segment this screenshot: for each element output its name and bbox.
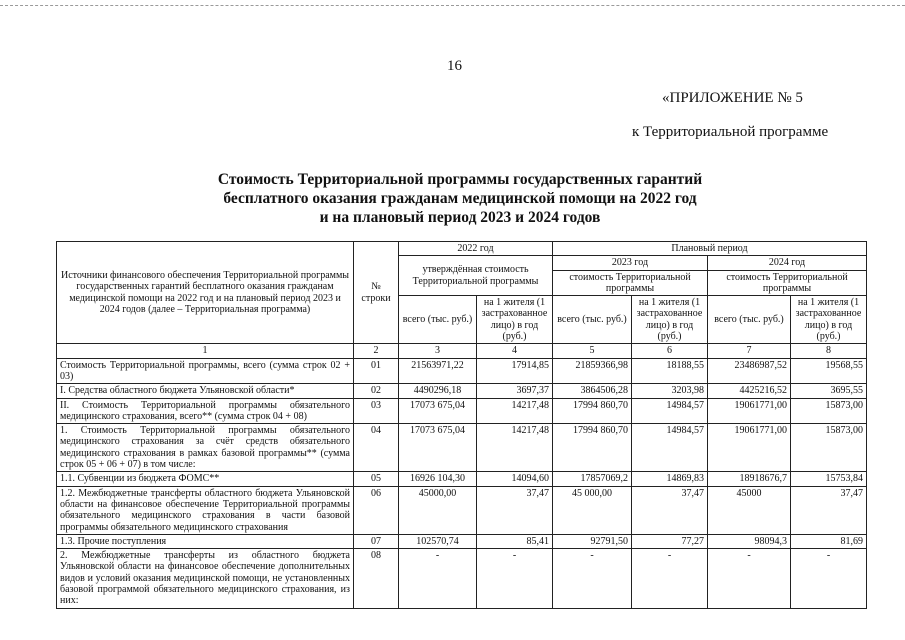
value-2022-per-capita: 14217,48 (477, 424, 553, 472)
col-number: 4 (477, 344, 553, 358)
value-2023-per-capita: 14869,83 (632, 472, 708, 486)
table-row (57, 358, 867, 384)
value-2022-per-capita: 14094,60 (477, 472, 553, 486)
header-year-2023: 2023 год (553, 256, 708, 270)
page-edge (0, 5, 905, 6)
row-label: 1. Стоимость Территориальной программы обязательного медицинского страхования за счёт средств обязательного медицинского страхования в рамках базовой программы** (сумма строк 05 + 06 + 07) в том числе: (57, 424, 354, 472)
row-label: II. Стоимость Территориальной программы обязательного медицинского страхования, всего** (сумма строк 04 + 08) (57, 398, 354, 424)
value-2024-per-capita: 15873,00 (791, 424, 867, 472)
document-title (150, 170, 770, 227)
col-number: 8 (791, 344, 867, 358)
value-2022-per-capita: 17914,85 (477, 358, 553, 384)
value-2024-per-capita: 15753,84 (791, 472, 867, 486)
value-2024-total: 4425216,52 (708, 384, 791, 398)
header-year-2024: 2024 год (708, 256, 867, 270)
col-number: 2 (354, 344, 399, 358)
value-2022-total: 17073 675,04 (399, 424, 477, 472)
table-row (57, 486, 867, 534)
row-label: 1.3. Прочие поступления (57, 534, 354, 548)
appendix-title: «ПРИЛОЖЕНИЕ № 5 (662, 90, 803, 106)
header-total-2022: всего (тыс. руб.) (399, 296, 477, 344)
value-2024-per-capita: 81,69 (791, 534, 867, 548)
col-number: 6 (632, 344, 708, 358)
column-number-row (57, 344, 867, 358)
header-per-capita-2022: на 1 жителя (1 застрахованное лицо) в год (руб.) (477, 296, 553, 344)
header-approved-cost: утверждённая стоимость Территориальной программы (399, 256, 553, 296)
value-2024-per-capita: 15873,00 (791, 398, 867, 424)
value-2024-per-capita: 19568,55 (791, 358, 867, 384)
value-2023-per-capita: 14984,57 (632, 424, 708, 472)
row-label: I. Средства областного бюджета Ульяновской области* (57, 384, 354, 398)
value-2022-total: 16926 104,30 (399, 472, 477, 486)
row-label: Стоимость Территориальной программы, всего (сумма строк 02 + 03) (57, 358, 354, 384)
row-label: 1.2. Межбюджетные трансферты областного бюджета Ульяновской области на финансовое обеспечение Территориальной программы обязательного медицинского страхования в части базовой программы обязательного медицинского страхования (57, 486, 354, 534)
table-row (57, 398, 867, 424)
value-2022-per-capita: 37,47 (477, 486, 553, 534)
col-number: 5 (553, 344, 632, 358)
cost-table (56, 241, 867, 609)
value-2024-total: 45000 (708, 486, 791, 534)
value-2023-per-capita: 18188,55 (632, 358, 708, 384)
document-title-line2: бесплатного оказания гражданам медицинской помощи на 2022 год (223, 190, 697, 207)
value-2022-per-capita: 85,41 (477, 534, 553, 548)
appendix-subtitle: к Территориальной программе (632, 124, 829, 140)
header-row-1 (57, 242, 867, 256)
value-2024-total: 23486987,52 (708, 358, 791, 384)
row-code: 08 (354, 549, 399, 608)
table-row (57, 472, 867, 486)
value-2023-per-capita: 3203,98 (632, 384, 708, 398)
row-code: 03 (354, 398, 399, 424)
value-2024-total: 18918676,7 (708, 472, 791, 486)
value-2024-per-capita: 3695,55 (791, 384, 867, 398)
row-code: 04 (354, 424, 399, 472)
value-2024-total: 19061771,00 (708, 398, 791, 424)
value-2022-total: 102570,74 (399, 534, 477, 548)
value-2023-total: 45 000,00 (553, 486, 632, 534)
row-code: 05 (354, 472, 399, 486)
value-2022-total: - (399, 549, 477, 608)
header-total-2023: всего (тыс. руб.) (553, 296, 632, 344)
value-2024-total: - (708, 549, 791, 608)
header-per-capita-2023: на 1 жителя (1 застрахованное лицо) в год (руб.) (632, 296, 708, 344)
row-code: 06 (354, 486, 399, 534)
value-2022-total: 4490296,18 (399, 384, 477, 398)
table-row (57, 549, 867, 608)
header-total-2024: всего (тыс. руб.) (708, 296, 791, 344)
table-row (57, 534, 867, 548)
document-title-line1: Стоимость Территориальной программы государственных гарантий (217, 171, 703, 188)
value-2023-total: 92791,50 (553, 534, 632, 548)
value-2022-per-capita: - (477, 549, 553, 608)
page-number: 16 (447, 58, 462, 74)
value-2022-per-capita: 3697,37 (477, 384, 553, 398)
value-2023-total: - (553, 549, 632, 608)
value-2023-total: 21859366,98 (553, 358, 632, 384)
table-row (57, 424, 867, 472)
row-code: 07 (354, 534, 399, 548)
value-2022-total: 17073 675,04 (399, 398, 477, 424)
value-2024-per-capita: 37,47 (791, 486, 867, 534)
value-2022-total: 45000,00 (399, 486, 477, 534)
header-source: Источники финансового обеспечения Территориальной программы государственных гарантий бесплатного оказания гражданам медицинской помощи на 2022 год и на плановый период 2023 и 2024 годов (далее – Территориальная программа) (57, 242, 354, 344)
header-per-capita-2024: на 1 жителя (1 застрахованное лицо) в год (руб.) (791, 296, 867, 344)
document-title-line3: и на плановый период 2023 и 2024 годов (319, 209, 601, 226)
header-row-no: № строки (354, 242, 399, 344)
header-year-2022: 2022 год (399, 242, 553, 256)
table-row (57, 384, 867, 398)
value-2024-total: 19061771,00 (708, 424, 791, 472)
value-2022-total: 21563971,22 (399, 358, 477, 384)
col-number: 3 (399, 344, 477, 358)
value-2023-per-capita: 37,47 (632, 486, 708, 534)
value-2023-per-capita: 77,27 (632, 534, 708, 548)
value-2023-total: 3864506,28 (553, 384, 632, 398)
row-label: 2. Межбюджетные трансферты из областного бюджета Ульяновской области на финансовое обеспечение дополнительных видов и условий оказания медицинской помощи, не установленных базовой программой обязательного медицинского страхования, из них: (57, 549, 354, 608)
value-2023-total: 17994 860,70 (553, 424, 632, 472)
value-2023-per-capita: - (632, 549, 708, 608)
row-code: 01 (354, 358, 399, 384)
value-2023-total: 17857069,2 (553, 472, 632, 486)
row-code: 02 (354, 384, 399, 398)
value-2022-per-capita: 14217,48 (477, 398, 553, 424)
value-2023-per-capita: 14984,57 (632, 398, 708, 424)
col-number: 1 (57, 344, 354, 358)
header-planned-period: Плановый период (553, 242, 867, 256)
header-cost-2024: стоимость Территориальной программы (708, 270, 867, 296)
row-label: 1.1. Субвенции из бюджета ФОМС** (57, 472, 354, 486)
value-2024-per-capita: - (791, 549, 867, 608)
value-2024-total: 98094,3 (708, 534, 791, 548)
col-number: 7 (708, 344, 791, 358)
value-2023-total: 17994 860,70 (553, 398, 632, 424)
header-cost-2023: стоимость Территориальной программы (553, 270, 708, 296)
